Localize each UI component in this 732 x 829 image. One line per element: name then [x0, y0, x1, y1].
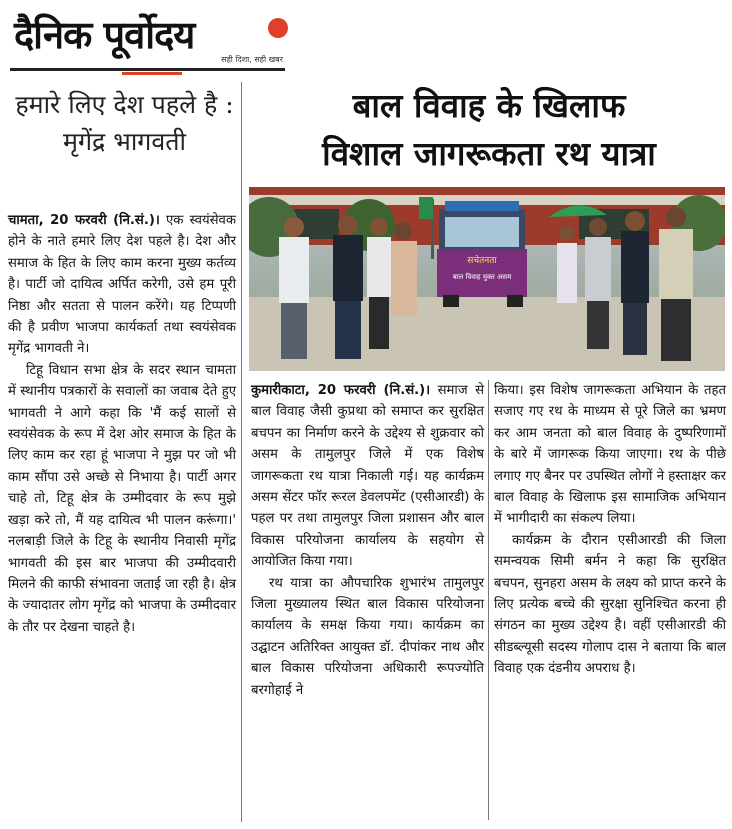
left-article-paragraph-2: टिहू विधान सभा क्षेत्र के सदर स्थान चामता में स्थानीय पत्रकारों के सवालों का जवाब देते हुए भागवती ने आगे कहा कि 'मैं कई सालों से स्वयंसेवक के रूप में देश ओर समाज के हित के लिए काम कर रहा हूं भाजपा ने मुझ पर जो भी काम सौंपा उसे अच्छे से निभाया है। पार्टी अगर चाहे तो, टिहू क्षेत्र के उम्मीदवार के रूप मुझे खड़ा करे तो, मैं यह दायित्व भी पालन करूंगा।' नलबाड़ी जिले के टिहू के स्थानीय निवासी मृगेंद्र भागवती की इस बार भाजपा की उम्मीदवारी मिलने की काफी संभावना जताई जा रही है। क्षेत्र के ज्यादातर लोग मृगेंद्र को भाजपा के उम्मीदवार के तौर पर देखना चाहते है।	[8, 362, 236, 635]
main-article-col1-paragraph-1: समाज से बाल विवाह जैसी कुप्रथा को समाप्त कर सुरक्षित बचपन का निर्माण करने के उद्देश्य से शुक्रवार को असम के तामुलपुर जिले में एक विशेष जागरूकता रथ यात्रा निकाली गई। यह कार्यक्रम असम सेंटर फॉर रूरल डेवलपमेंट (एसीआरडी) के पहल पर तथा तामुलपुर जिला प्रशासन और बाल विकास परियोजना कार्यालय के सहयोग से आयोजित किया गया।	[251, 383, 484, 570]
main-article-dateline: कुमारीकाटा, 20 फरवरी (नि.सं.)।	[251, 383, 431, 398]
main-article-column-2	[494, 380, 726, 680]
main-column-divider	[488, 380, 489, 820]
masthead-logo-dot	[268, 18, 288, 38]
main-article-column-1	[251, 380, 484, 701]
main-headline-line-2: विशाल जागरूकता रथ यात्रा	[322, 134, 656, 173]
masthead-accent	[122, 72, 182, 75]
newspaper-masthead	[10, 8, 285, 74]
main-article-col2-paragraph-2: कार्यक्रम के दौरान एसीआरडी की जिला समन्वयक सिमी बर्मन ने कहा कि सुरक्षित बचपन, सुनहरा असम के लक्ष्य को प्राप्त करने के लिए प्रत्येक बच्चे की सुरक्षा सुनिश्चित करना ही संगठन का मुख्य उद्देश्य है। वहीं एसीआरडी की सीडब्ल्यूसी सदस्य गोलाप दास ने बताया कि बाल विवाह एक दंडनीय अपराध है।	[494, 532, 726, 677]
main-headline-line-1: बाल विवाह के खिलाफ	[352, 86, 626, 125]
main-article-col1-paragraph-2: रथ यात्रा का औपचारिक शुभारंभ तामुलपुर जिला मुख्यालय स्थित बाल विकास परियोजना कार्यालय के समक्ष किया गया। कार्यक्रम का उद्घाटन अतिरिक्त आयुक्त डॉ. दीपांकर नाथ और बाल विकास परियोजना अधिकारी रूपज्योति बरगोहाई ने	[251, 575, 484, 698]
column-divider	[241, 82, 242, 822]
rally-photo-illustration	[249, 187, 725, 371]
masthead-rule	[10, 68, 285, 71]
newspaper-tagline: सही दिशा, सही खबर	[221, 55, 283, 64]
awareness-van	[437, 201, 527, 307]
newspaper-title: दैनिक पूर्वोदय	[14, 12, 195, 57]
left-article-headline: हमारे लिए देश पहले है : मृगेंद्र भागवती	[15, 90, 234, 156]
main-article-headline	[250, 82, 728, 178]
van-banner-text: बाल विवाह मुक्त असम	[452, 273, 512, 281]
left-article-dateline: चामता, 20 फरवरी (नि.सं.)।	[8, 213, 160, 228]
main-article-col2-paragraph-1: किया। इस विशेष जागरूकता अभियान के तहत सजाए गए रथ के माध्यम से पूरे जिले का भ्रमण कर आम जनता को बाल विवाह के दुष्परिणामों के बारे में जागरूक किया जाएगा। रथ के पीछे लगाए गए बैनर पर उपस्थित लोगों ने हस्ताक्षर कर बाल विवाह के खिलाफ इस सामाजिक अभियान में भागीदारी का संकल्प लिया।	[494, 383, 726, 527]
news-photo	[249, 187, 725, 371]
van-banner-title: सचेतनता	[467, 256, 497, 266]
left-article-body	[8, 210, 236, 638]
left-article-paragraph-1: एक स्वयंसेवक होने के नाते हमारे लिए देश पहले है। देश और समाज के हित के लिए काम करना मुख्य कर्तव्य है। पार्टी जो दायित्व अर्पित करेगी, उसे हम पूरी निष्ठा और सतता से पालन करेंगे। यह टिप्पणी की है प्रवीण भाजपा कार्यकर्ता तथा स्वयंसेवक मृगेंद्र भागवती ने।	[8, 213, 237, 357]
